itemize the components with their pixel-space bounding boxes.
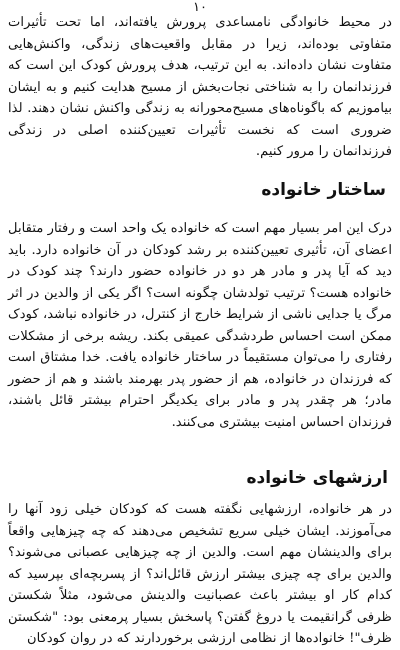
- section-body-family-structure: درک این امر بسیار مهم است که خانواده یک واحد است و رفتار متقابل اعضای آن، تأثیری تعیین‌کننده بر رشد کودکان در آن خانواده دارد. باید دید که آیا پدر و مادر هر دو در خانواده حضور دارند؟ چند کودک در خانواده هست؟ ترتیب تولدشان چگونه است؟ اگر یکی از والدین در اثر مرگ یا جدایی ناشی از شرایط خارج از کنترل، در خانواده نباشد، کودک ممکن است احساس طردشدگی عمیقی بکند. ریشه برخی از مشکلات رفتاری را می‌توان مستقیماً در ساختار خانواده یافت. خدا مشتاق است که فرزندان در خانواده، هم از حضور پدر بهرمند باشند و هم از حضور مادر؛ هر چقدر پدر و مادر برای یکدیگر احترام بیشتر قائل باشند، فرزندان احساس امنیت بیشتری می‌کنند.: [8, 221, 392, 430]
- section-heading-family-structure: ساختار خانواده: [261, 180, 386, 200]
- section-body-family-values: در هر خانواده، ارزشهایی نگفته هست که کودکان خیلی زود آنها را می‌آموزند. ایشان خیلی سریع تشخیص می‌دهند که چه چیزهایی واقعاً برای والدینشان مهم است. والدین از چه چیزهایی عصبانی می‌شوند؟ والدین برای چه چیزی بیشتر ارزش قائل‌اند؟ از پسربچه‌ای بپرسید که کدام کار او بیشتر باعث عصبانیت والدینش می‌شود، مثلاً شکستن ظرفی گرانقیمت یا دروغ گفتن؟ پاسخش بسیار پرمعنی بود: "شکستن ظرف"! خانواده‌ها از نظامی ارزشی برخوردارند که در روان کودکان: [8, 502, 392, 646]
- section-heading-family-values: ارزشهای خانواده: [246, 468, 388, 488]
- intro-paragraph: در محیط خانوادگی نامساعدی پرورش یافته‌اند، اما تحت تأثیرات متفاوتی بوده‌اند، زیرا در مقابل واقعیت‌های زندگی، واکنش‌هایی متفاوت نشان داده‌اند. به این ترتیب، هدف پرورش کودک این است که فرزندانمان را به شناختی نجات‌بخش از مسیح هدایت کنیم و به ایشان بیاموزیم که باگوناه‌های مسیح‌محورانه به زندگی واکنش نشان دهند. لذا ضروری است که نخست تأثیرات تعیین‌کننده اصلی در زندگی فرزندانمان را مرور کنیم.: [8, 15, 392, 159]
- page-number: ۱۰: [193, 0, 207, 15]
